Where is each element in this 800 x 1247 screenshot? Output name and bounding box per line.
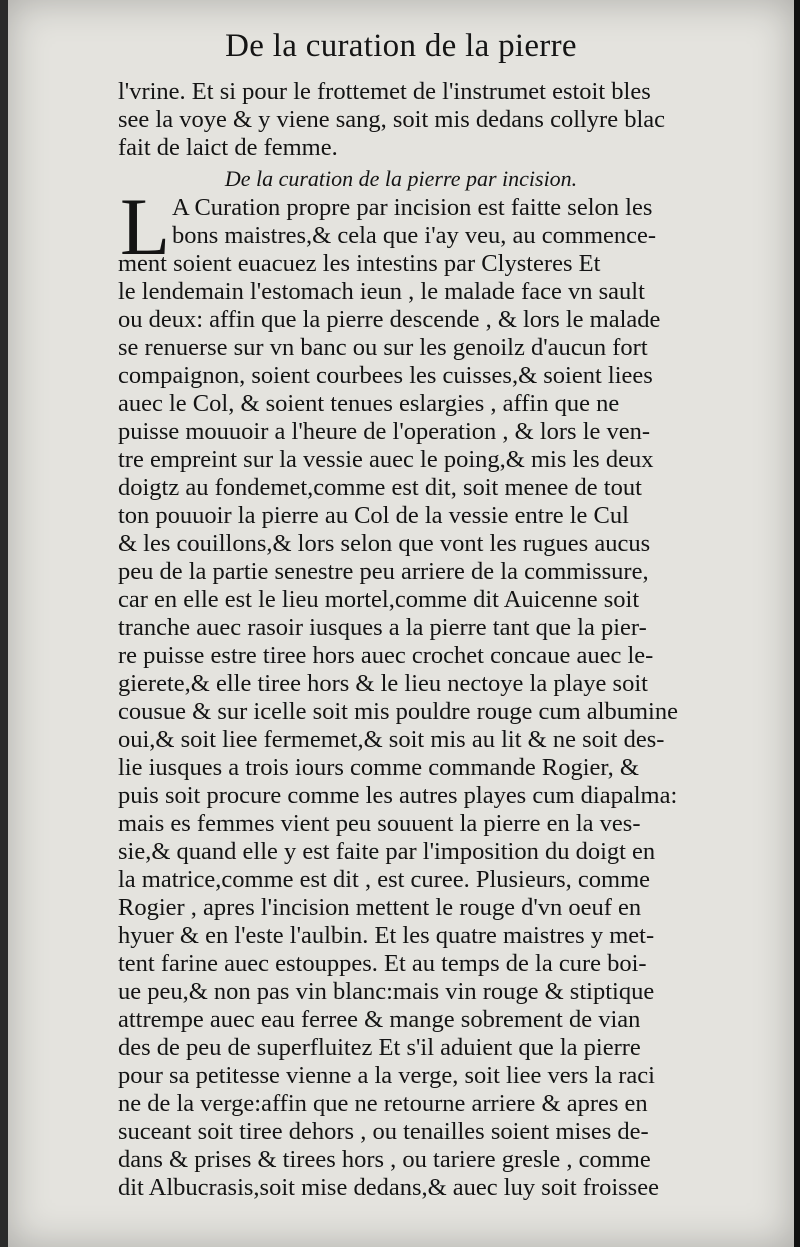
text-line: peu de la partie senestre peu arriere de la commissure,: [118, 558, 649, 585]
text-line: puis soit procure comme les autres playes cum diapalma:: [118, 782, 678, 809]
text-line: ton pouuoir la pierre au Col de la vessie entre le Cul: [118, 502, 629, 529]
text-line: suceant soit tiree dehors , ou tenailles soient mises de-: [118, 1118, 649, 1145]
text-line: la matrice,comme est dit , est curee. Plusieurs, comme: [118, 866, 651, 893]
text-line: re puisse estre tiree hors auec crochet concaue auec le-: [118, 642, 654, 669]
text-line: car en elle est le lieu mortel,comme dit Auicenne soit: [118, 586, 640, 613]
text-line: auec le Col, & soient tenues eslargies , affin que ne: [118, 390, 620, 417]
text-line: bons maistres,& cela que i'ay veu, au commence-: [172, 222, 657, 249]
text-line: & les couillons,& lors selon que vont les rugues aucus: [118, 530, 651, 557]
text-line: tranche auec rasoir iusques a la pierre tant que la pier-: [118, 614, 647, 641]
text-line: le lendemain l'estomach ieun , le malade face vn sault: [118, 278, 645, 305]
text-line: see la voye & y viene sang, soit mis dedans collyre blac: [118, 106, 666, 133]
text-line: puisse mouuoir a l'heure de l'operation , & lors le ven-: [118, 418, 651, 445]
text-line: dans & prises & tirees hors , ou tariere gresle , comme: [118, 1146, 651, 1173]
section-heading: De la curation de la pierre par incision.: [224, 166, 578, 191]
text-line: compaignon, soient courbees les cuisses,& soient liees: [118, 362, 653, 389]
text-line: des de peu de superfluitez Et s'il aduient que la pierre: [118, 1034, 641, 1061]
text-line: tre empreint sur la vessie auec le poing,& mis les deux: [118, 446, 654, 473]
text-line: sie,& quand elle y est faite par l'imposition du doigt en: [118, 838, 656, 865]
scan-edge-left: [0, 0, 8, 1247]
text-line: ue peu,& non pas vin blanc:mais vin rouge & stiptique: [118, 978, 655, 1005]
text-line: se renuerse sur vn banc ou sur les genoilz d'aucun fort: [118, 334, 648, 361]
text-line: ou deux: affin que la pierre descende , & lors le malade: [118, 306, 661, 333]
text-line: attrempe auec eau ferree & mange sobrement de vian: [118, 1006, 641, 1033]
text-line: tent farine auec estouppes. Et au temps de la cure boi-: [118, 950, 647, 977]
text-line: Rogier , apres l'incision mettent le rouge d'vn oeuf en: [118, 894, 642, 921]
running-header: De la curation de la pierre: [225, 28, 577, 64]
text-line: ment soient euacuez les intestins par Clysteres Et: [118, 250, 601, 277]
text-line: cousue & sur icelle soit mis pouldre rouge cum albumine: [118, 698, 678, 725]
text-line: oui,& soit liee fermemet,& soit mis au lit & ne soit des-: [118, 726, 665, 753]
text-line: l'vrine. Et si pour le frottemet de l'instrumet estoit bles: [118, 78, 651, 105]
book-page: [8, 0, 794, 1247]
scan-edge-right: [794, 0, 800, 1247]
text-line: pour sa petitesse vienne a la verge, soit liee vers la raci: [118, 1062, 655, 1089]
text-line: hyuer & en l'este l'aulbin. Et les quatre maistres y met-: [118, 922, 655, 949]
text-line: A Curation propre par incision est faitte selon les: [172, 194, 653, 221]
text-line: doigtz au fondemet,comme est dit, soit menee de tout: [118, 474, 642, 501]
drop-capital: L: [120, 181, 171, 272]
text-line: ne de la verge:affin que ne retourne arriere & apres en: [118, 1090, 648, 1117]
text-line: dit Albucrasis,soit mise dedans,& auec luy soit froissee: [118, 1174, 659, 1201]
text-line: lie iusques a trois iours comme commande Rogier, &: [118, 754, 639, 781]
text-line: mais es femmes vient peu souuent la pierre en la ves-: [118, 810, 641, 837]
text-line: gierete,& elle tiree hors & le lieu nectoye la playe soit: [118, 670, 648, 697]
text-line: fait de laict de femme.: [118, 134, 338, 161]
